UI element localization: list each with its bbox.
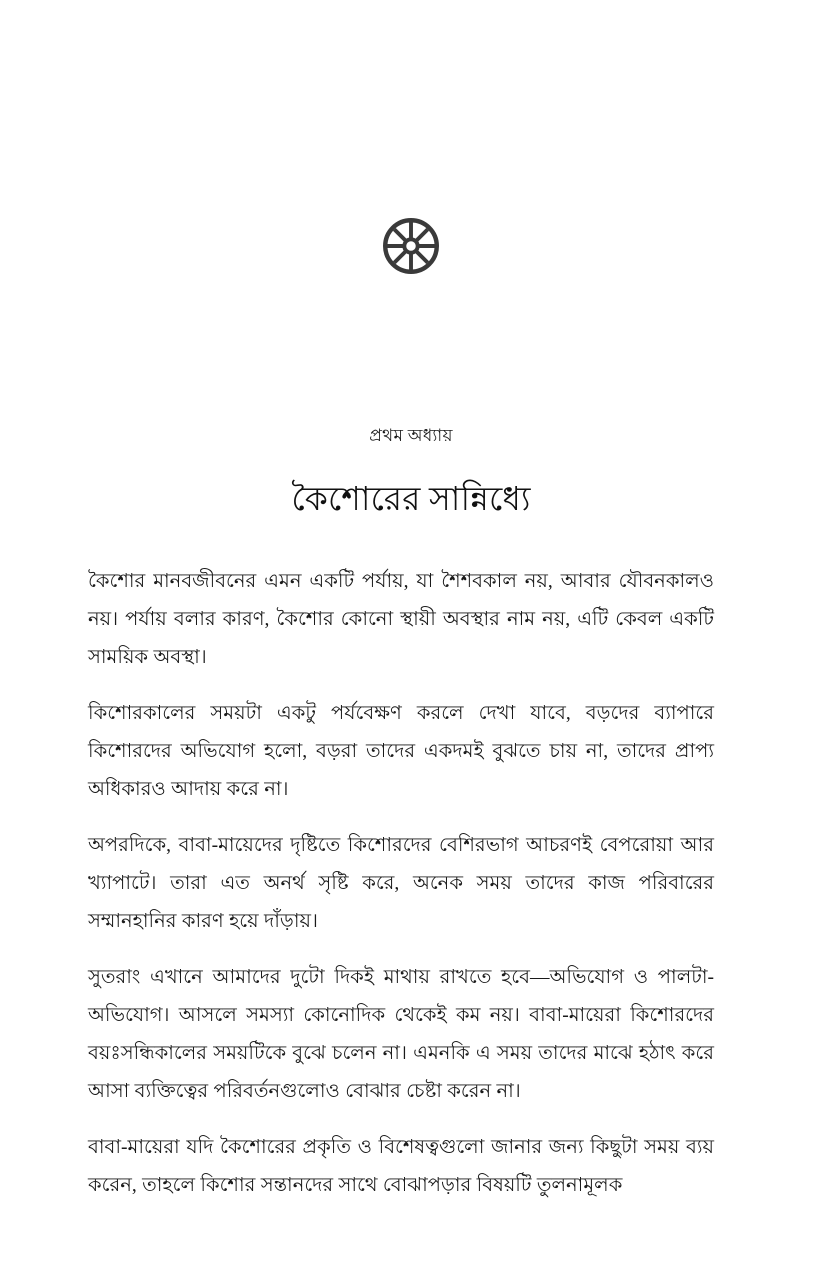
wheel-flower-ornament-icon (383, 218, 439, 274)
body-paragraph: কিশোরকালের সময়টা একটু পর্যবেক্ষণ করলে দেখা যাবে, বড়দের ব্যাপারে কিশোরদের অভিযোগ হলো, বড়রা তাদের একদমই বুঝতে চায় না, তাদের প্রাপ্য অধিকারও আদায় করে না। (88, 703, 714, 800)
chapter-label: প্রথম অধ্যায় (369, 426, 453, 445)
ornament-container (0, 218, 822, 274)
body-paragraph: অপরদিকে, বাবা-মায়েদের দৃষ্টিতে কিশোরদের বেশিরভাগ আচরণই বেপরোয়া আর খ্যাপাটে। তারা এত অনর্থ সৃষ্টি করে, অনেক সময় তাদের কাজ পরিবারের সম্মানহানির কারণ হয়ে দাঁড়ায়। (88, 835, 714, 932)
body-paragraph: সুতরাং এখানে আমাদের দুটো দিকই মাথায় রাখতে হবে—অভিযোগ ও পালটা-অভিযোগ। আসলে সমস্যা কোনোদিক থেকেই কম নয়। বাবা-মায়েরা কিশোরদের বয়ঃসন্ধিকালের সময়টিকে বুঝে চলেন না। এমনকি এ সময় তাদের মাঝে হঠাৎ করে আসা ব্যক্তিত্বের পরিবর্তনগুলোও বোঝার চেষ্টা করেন না। (88, 967, 714, 1102)
body-text-block (88, 563, 714, 1205)
chapter-title: কৈশোরের সান্নিধ্যে (291, 482, 531, 518)
chapter-heading-block (0, 424, 822, 544)
body-paragraph: কৈশোর মানবজীবনের এমন একটি পর্যায়, যা শৈশবকাল নয়, আবার যৌবনকালও নয়। পর্যায় বলার কারণ, কৈশোর কোনো স্থায়ী অবস্থার নাম নয়, এটি কেবল একটি সাময়িক অবস্থা। (88, 571, 714, 668)
body-paragraph: বাবা-মায়েরা যদি কৈশোরের প্রকৃতি ও বিশেষত্বগুলো জানার জন্য কিছুটা সময় ব্যয় করেন, তাহলে কিশোর সন্তানদের সাথে বোঝাপড়ার বিষয়টি তুলনামূলক (88, 1137, 714, 1196)
